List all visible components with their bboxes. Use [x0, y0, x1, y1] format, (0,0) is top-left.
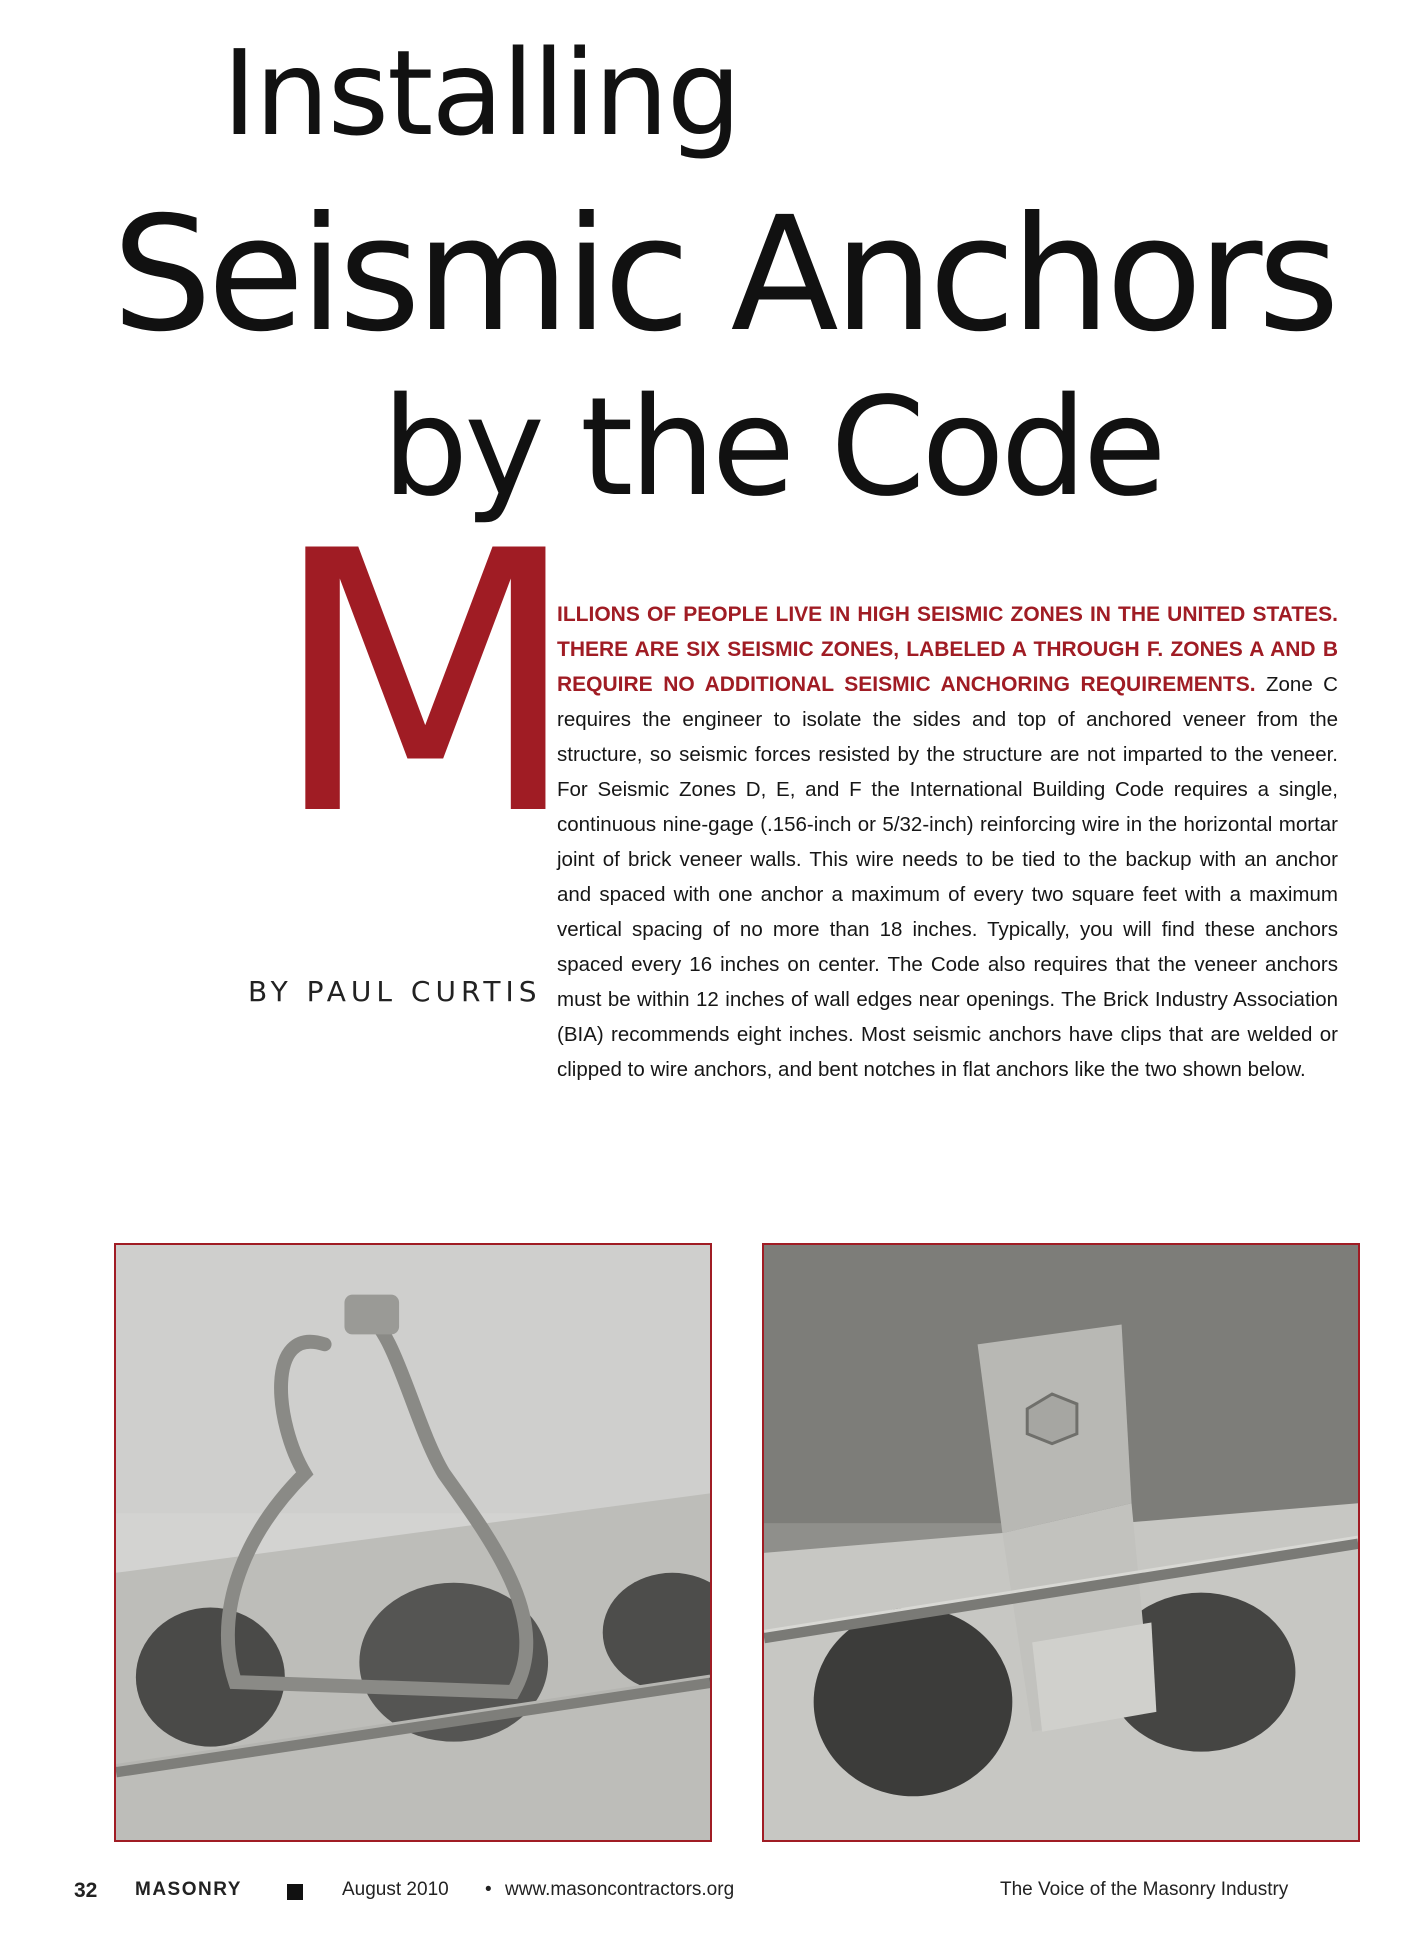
- magazine-name: MASONRY: [135, 1879, 242, 1900]
- flat-anchor-photo: [762, 1243, 1360, 1842]
- lead-in: ILLIONS OF PEOPLE LIVE IN HIGH SEISMIC ZONES IN THE UNITED STATES. THERE ARE SIX SEISMIC ZONES, LABELED A THROUGH F. ZONES A AND B REQUIRE NO ADDITIONAL SEISMIC ANCHORING REQUIREMENTS.: [557, 603, 1338, 696]
- wire-anchor-illustration: [116, 1245, 710, 1840]
- byline: BY PAUL CURTIS: [248, 975, 542, 1008]
- title-line-3: by the Code: [382, 369, 1163, 527]
- issue-date: August 2010: [342, 1879, 449, 1900]
- article-body: [557, 597, 1338, 1087]
- flat-anchor-illustration: [764, 1245, 1358, 1840]
- website-url: www.masoncontractors.org: [505, 1879, 735, 1900]
- title-line-1: Installing: [222, 24, 740, 162]
- tagline: The Voice of the Masonry Industry: [1000, 1879, 1289, 1900]
- page-number: 32: [74, 1879, 98, 1902]
- drop-cap: M: [270, 475, 581, 894]
- square-separator-icon: [287, 1884, 303, 1900]
- bullet-separator: •: [485, 1879, 492, 1900]
- title-line-2: Seismic Anchors: [112, 183, 1335, 367]
- body-text: Zone C requires the engineer to isolate the sides and top of anchored veneer from the structure, so seismic forces resisted by the structure are not imparted to the veneer. For Seismic Zones D, E, and F the International Building Code requires a single, continuous nine-gage (.156-inch or 5/32-inch) reinforcing wire in the horizontal mortar joint of brick veneer walls. This wire needs to be tied to the backup with an anchor and spaced with one anchor a maximum of every two square feet with a maximum vertical spacing of no more than 18 inches. Typically, you will find these anchors spaced every 16 inches on center. The Code also requires that the veneer anchors must be within 12 inches of wall edges near openings. The Brick Industry Association (BIA) recommends eight inches. Most seismic anchors have clips that are welded or clipped to wire anchors, and bent notches in flat anchors like the two shown below.: [557, 673, 1338, 1081]
- wire-anchor-photo: [114, 1243, 712, 1842]
